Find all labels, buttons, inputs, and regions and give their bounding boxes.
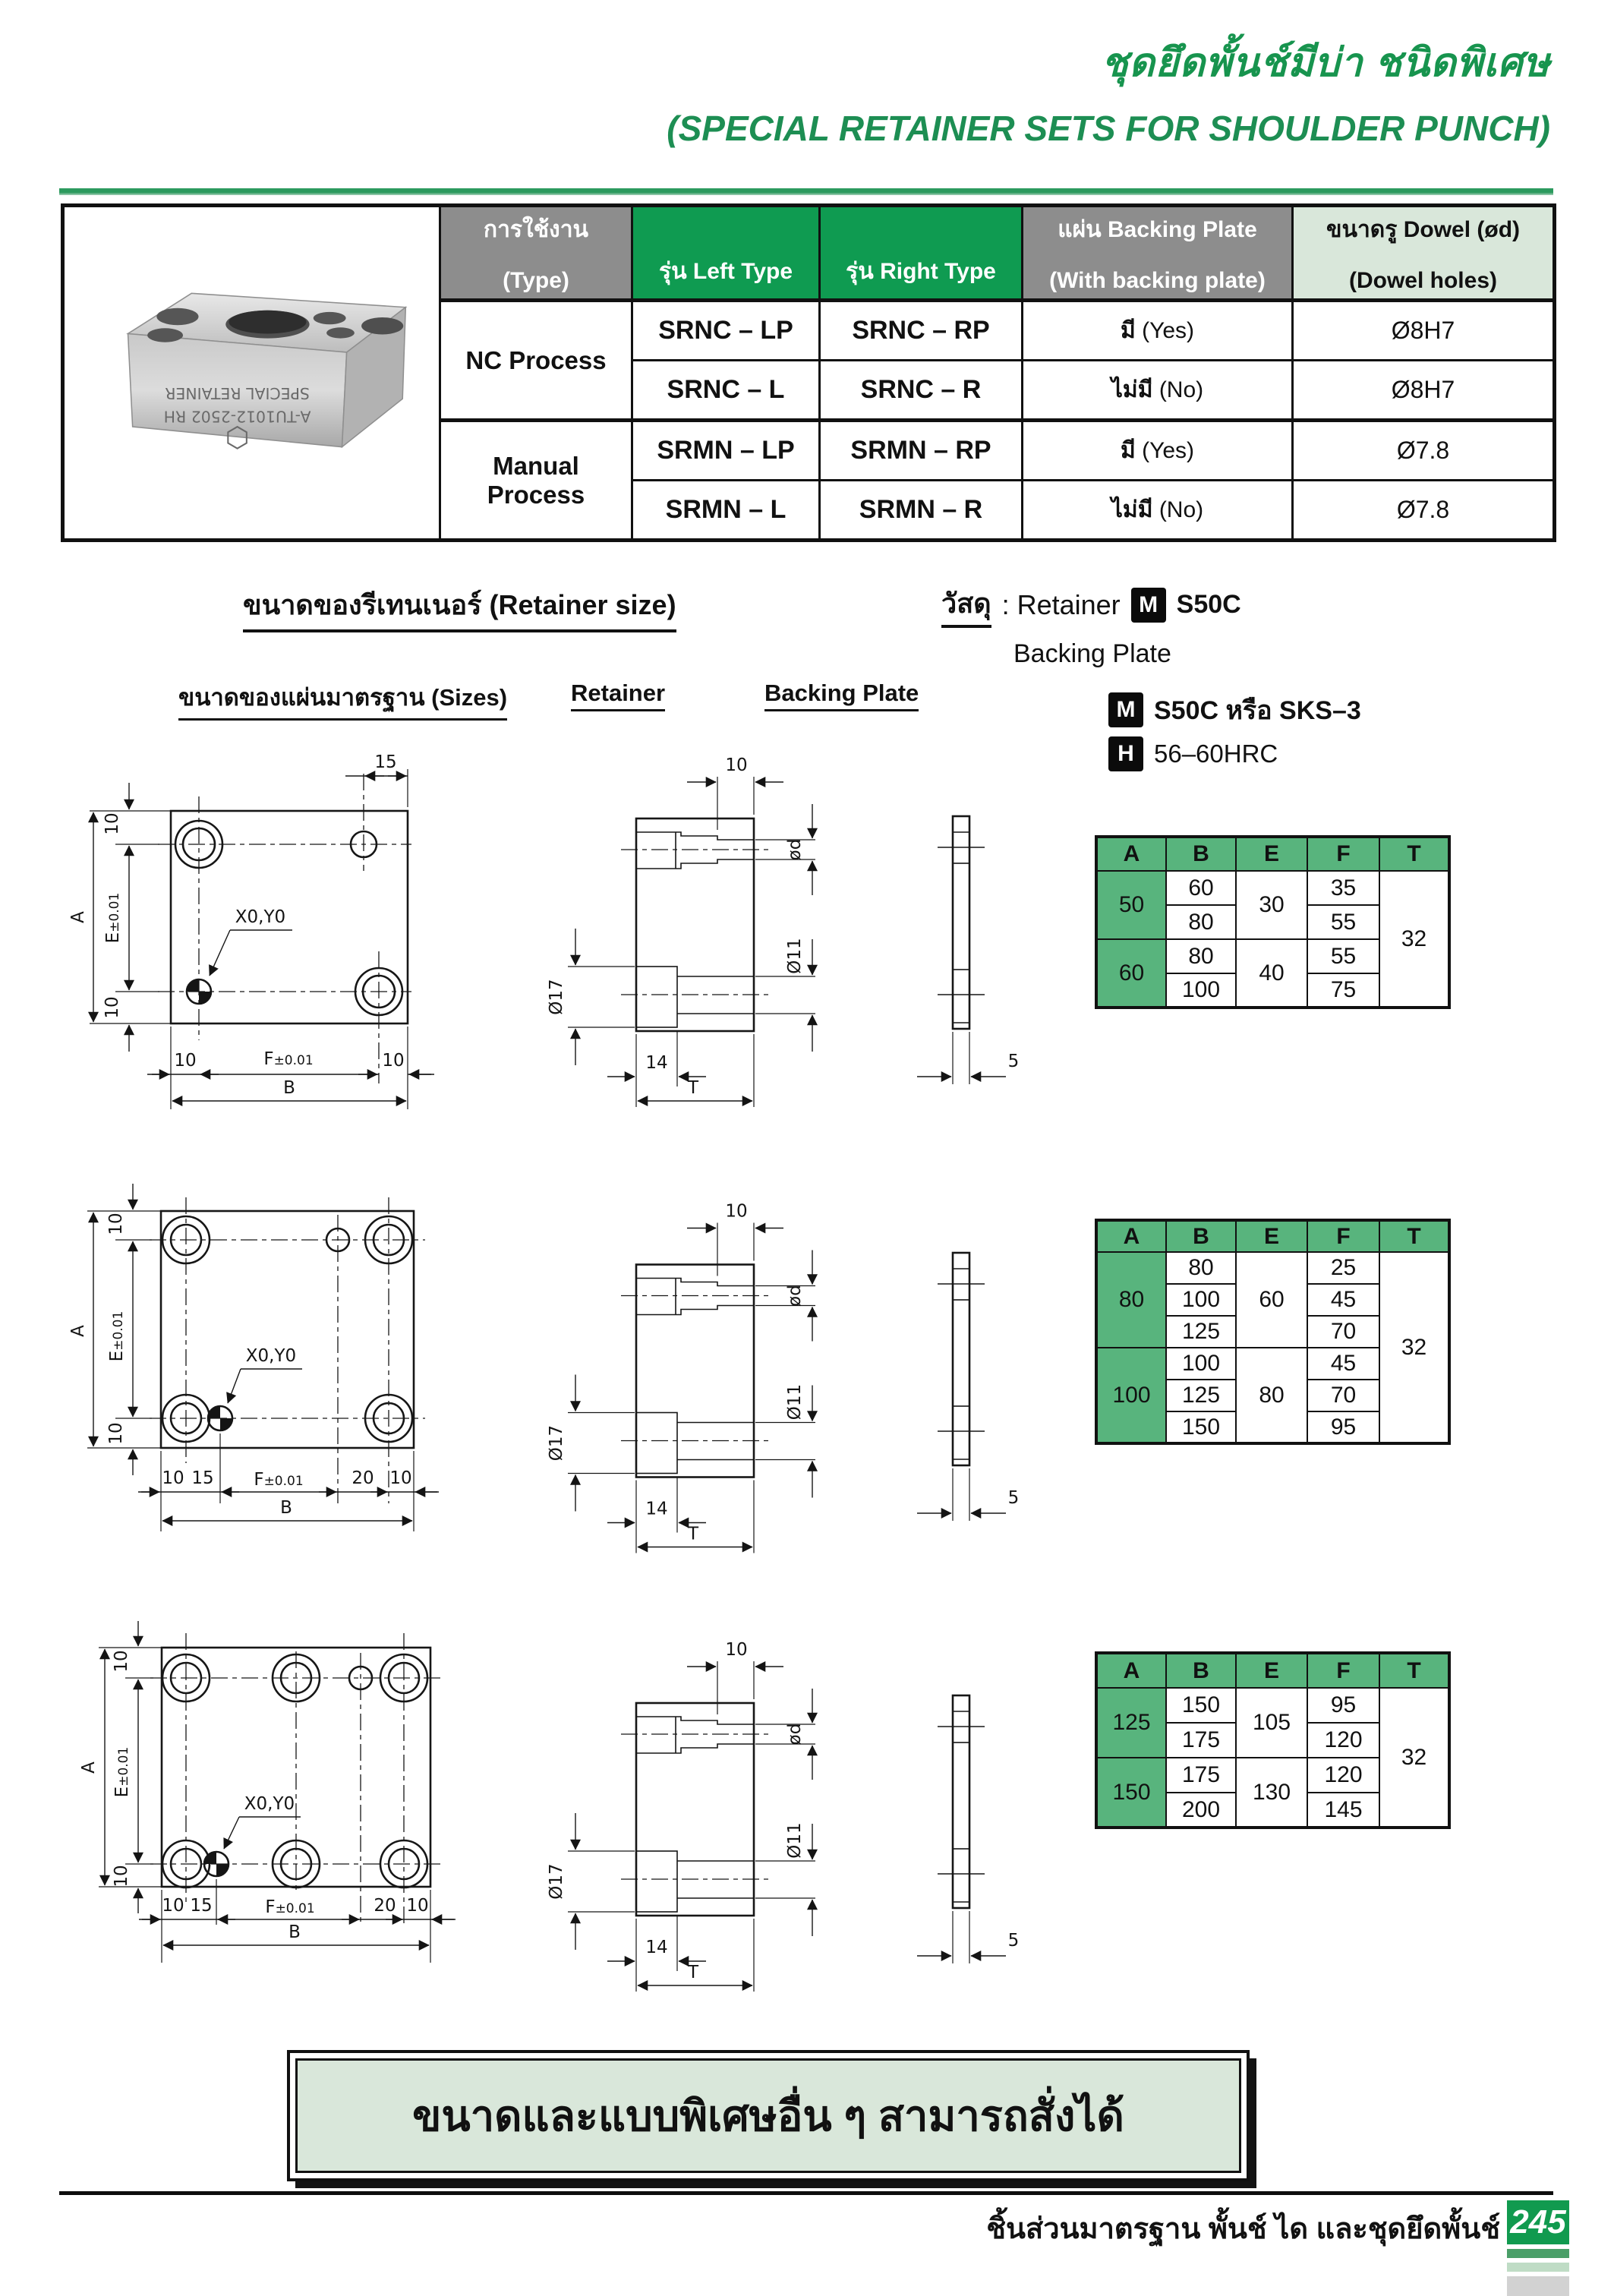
svg-text:B: B: [283, 1078, 295, 1098]
dim-a: 100: [1096, 1348, 1166, 1443]
svg-text:14: 14: [645, 1938, 668, 1957]
col-header-right-type: รุ่น Right Type: [820, 206, 1023, 301]
svg-text:A: A: [68, 1325, 88, 1337]
svg-text:15: 15: [190, 1896, 213, 1916]
dimension-table-1: A B E F T 50 60 30 35 32 80 55 60 80 40 55 100 75: [1095, 835, 1451, 1009]
svg-text:T: T: [687, 1524, 699, 1544]
product-photo: [74, 247, 430, 495]
backing-plate-label: Backing Plate: [1013, 639, 1171, 668]
svg-text:10: 10: [162, 1468, 184, 1488]
col-header-dowel: ขนาดรู Dowel (ød) (Dowel holes): [1293, 206, 1555, 301]
svg-text:A: A: [68, 911, 88, 923]
backing-cell: ไม่มี (No): [1023, 481, 1293, 541]
backing-m-badge: M: [1108, 692, 1143, 727]
svg-text:E±0.01: E±0.01: [103, 892, 123, 944]
type-table: [61, 203, 1556, 542]
retainer-section-row2: [531, 1175, 888, 1559]
model-cell: SRNC – L: [632, 361, 820, 421]
svg-text:15: 15: [191, 1468, 214, 1488]
svg-text:10: 10: [725, 1201, 748, 1222]
material-label: วัสดุ: [941, 582, 991, 628]
backing-h-badge: H: [1108, 736, 1143, 771]
svg-text:X0,Y0: X0,Y0: [244, 1794, 295, 1814]
col-header-type: การใช้งาน (Type): [440, 206, 632, 301]
svg-text:ød: ød: [785, 1285, 805, 1307]
dim-a: 125: [1096, 1688, 1166, 1758]
plate-drawing-row2: [46, 1181, 539, 1560]
retainer-size-title: ขนาดของรีเทนเนอร์ (Retainer size): [243, 583, 676, 632]
svg-text:10: 10: [725, 1640, 748, 1660]
backing-hardness: 56–60HRC: [1154, 740, 1278, 768]
col-label-sizes: ขนาดของแผ่นมาตรฐาน (Sizes): [178, 678, 507, 721]
backing-plate-drawing-row3: [896, 1638, 1124, 1995]
dim-a: 50: [1096, 871, 1166, 939]
svg-text:F±0.01: F±0.01: [263, 1049, 314, 1069]
svg-text:15: 15: [374, 752, 397, 772]
svg-text:10: 10: [102, 996, 122, 1019]
model-cell: SRMN – RP: [820, 421, 1023, 481]
dim-a: 150: [1096, 1758, 1166, 1828]
dowel-cell: Ø8H7: [1293, 301, 1555, 361]
model-cell: SRMN – LP: [632, 421, 820, 481]
dowel-cell: Ø7.8: [1293, 481, 1555, 541]
col-header-left-type: รุ่น Left Type: [632, 206, 820, 301]
backing-material-line: [1108, 689, 1361, 730]
svg-text:10: 10: [162, 1896, 184, 1916]
model-cell: SRNC – R: [820, 361, 1023, 421]
svg-text:Ø11: Ø11: [785, 1383, 805, 1421]
backing-hardness-line: [1108, 736, 1278, 771]
model-cell: SRNC – LP: [632, 301, 820, 361]
svg-text:10: 10: [106, 1213, 126, 1235]
backing-material: S50C หรือ SKS–3: [1154, 696, 1361, 725]
model-cell: SRMN – L: [632, 481, 820, 541]
svg-text:20: 20: [351, 1468, 374, 1488]
engraving-line2: SPECIAL RETAINER: [164, 383, 310, 402]
edge-strip-gray: [1507, 2276, 1569, 2296]
svg-text:X0,Y0: X0,Y0: [245, 1346, 297, 1366]
dimension-table-3: A B E F T 125 150 105 95 32 175 120 150 175 130 120 200 145: [1095, 1651, 1451, 1829]
svg-text:10: 10: [389, 1468, 412, 1488]
footer-divider: [59, 2191, 1553, 2195]
plate-drawing-row1: [46, 748, 539, 1120]
svg-text:5: 5: [1007, 1052, 1020, 1071]
dimension-table-2: A B E F T 80 80 60 25 32 100 45 125 70 100 100 80 45 125 70 150 95: [1095, 1219, 1451, 1445]
svg-text:A: A: [79, 1761, 99, 1774]
svg-text:10: 10: [112, 1650, 131, 1673]
svg-text:20: 20: [374, 1896, 396, 1916]
svg-text:14: 14: [645, 1053, 668, 1073]
header-divider: [59, 188, 1553, 195]
material-m-badge: M: [1131, 588, 1166, 623]
special-order-note: [287, 2050, 1250, 2181]
svg-text:14: 14: [645, 1499, 668, 1519]
backing-cell: ไม่มี (No): [1023, 361, 1293, 421]
group-manual-process: Manual Process: [440, 421, 632, 541]
model-cell: SRNC – RP: [820, 301, 1023, 361]
svg-text:B: B: [288, 1922, 301, 1942]
page-title-english: (SPECIAL RETAINER SETS FOR SHOULDER PUNCH): [667, 109, 1550, 148]
edge-strip-dark-green: [1507, 2249, 1569, 2258]
col-label-backing: Backing Plate: [764, 680, 919, 711]
col-header-backing: แผ่น Backing Plate (With backing plate): [1023, 206, 1293, 301]
svg-text:F±0.01: F±0.01: [254, 1470, 304, 1490]
svg-text:10: 10: [382, 1051, 405, 1071]
plate-drawing-row3: [46, 1606, 539, 2031]
svg-text:Ø11: Ø11: [785, 1822, 805, 1859]
svg-text:Ø17: Ø17: [547, 1424, 566, 1462]
dim-a: 80: [1096, 1252, 1166, 1348]
svg-text:X0,Y0: X0,Y0: [235, 907, 286, 927]
backing-plate-drawing-row2: [896, 1196, 1124, 1553]
edge-strip-light-green: [1507, 2263, 1569, 2272]
dim-a: 60: [1096, 939, 1166, 1008]
svg-text:Ø17: Ø17: [547, 979, 566, 1015]
retainer-section-row3: [531, 1616, 888, 2026]
backing-cell: มี (Yes): [1023, 301, 1293, 361]
svg-text:Ø11: Ø11: [785, 938, 805, 974]
svg-text:5: 5: [1007, 1931, 1020, 1951]
svg-text:E±0.01: E±0.01: [112, 1746, 132, 1798]
svg-text:T: T: [687, 1078, 699, 1098]
footer-text: ชิ้นส่วนมาตรฐาน พั้นช์ ได และชุดยึดพั้นช์: [986, 2213, 1500, 2245]
svg-text:B: B: [280, 1498, 292, 1518]
svg-text:10: 10: [406, 1896, 429, 1916]
svg-text:10: 10: [106, 1422, 126, 1445]
svg-text:10: 10: [174, 1051, 197, 1071]
svg-text:ød: ød: [785, 838, 805, 861]
svg-text:T: T: [687, 1963, 699, 1982]
col-label-retainer: Retainer: [571, 680, 665, 711]
svg-text:ød: ød: [785, 1723, 805, 1746]
backing-cell: มี (Yes): [1023, 421, 1293, 481]
svg-text:F±0.01: F±0.01: [265, 1897, 315, 1917]
special-order-text: ขนาดและแบบพิเศษอื่น ๆ สามารถสั่งได้: [412, 2092, 1124, 2140]
svg-text:Ø17: Ø17: [547, 1863, 566, 1900]
model-cell: SRMN – R: [820, 481, 1023, 541]
material-line: [941, 582, 1241, 628]
retainer-section-row1: [531, 731, 888, 1111]
svg-text:E±0.01: E±0.01: [107, 1310, 127, 1362]
svg-text:10: 10: [725, 755, 748, 775]
svg-text:10: 10: [102, 812, 122, 835]
svg-text:5: 5: [1007, 1488, 1020, 1508]
material-retainer: : Retainer: [1001, 588, 1121, 620]
page-title-thai: ชุดยึดพั้นช์มีบ่า ชนิดพิเศษ: [1101, 41, 1550, 85]
dowel-cell: Ø8H7: [1293, 361, 1555, 421]
retainer-material: S50C: [1176, 590, 1241, 619]
svg-text:10: 10: [112, 1865, 131, 1888]
engraving-line1: A-TU1012-2502 RH: [163, 407, 311, 426]
product-photo-cell: [63, 206, 440, 541]
page-number-tab: 245: [1507, 2200, 1569, 2244]
dowel-cell: Ø7.8: [1293, 421, 1555, 481]
backing-plate-drawing-row1: [896, 759, 1124, 1116]
group-nc-process: NC Process: [440, 301, 632, 421]
